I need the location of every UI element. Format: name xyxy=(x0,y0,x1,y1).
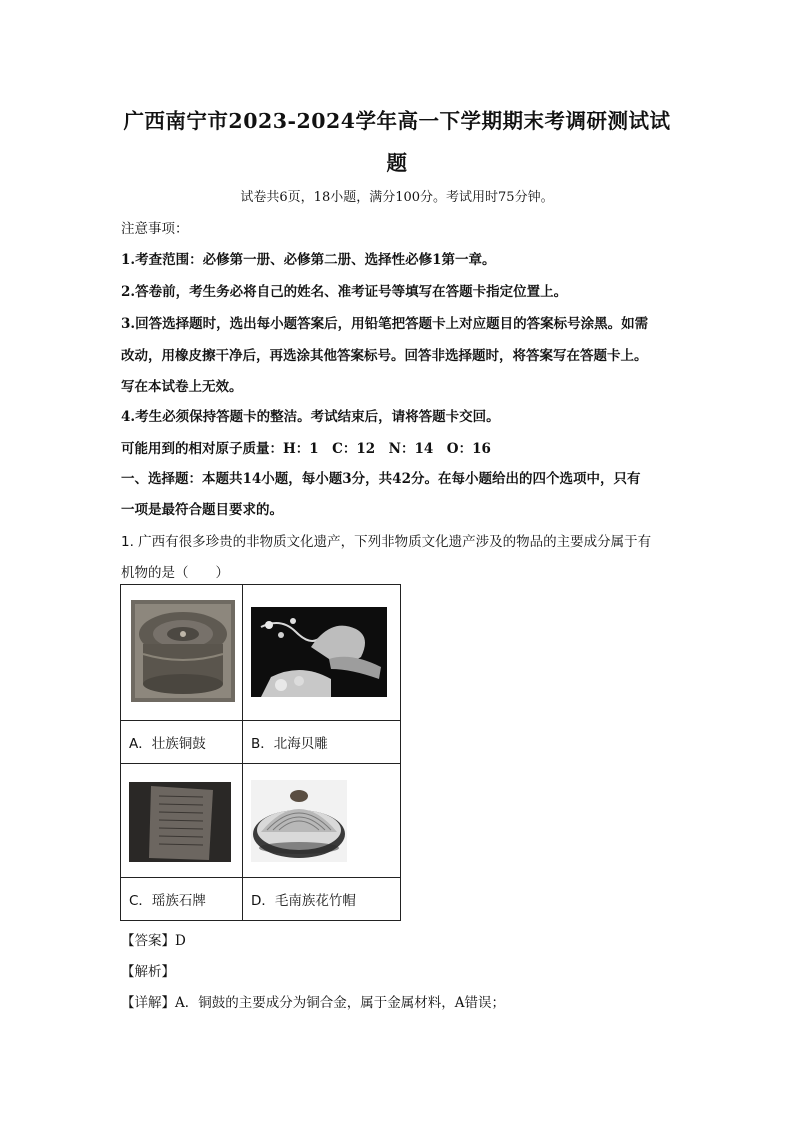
option-b-label: B．北海贝雕 xyxy=(243,721,401,764)
analysis-heading: 【解析】 xyxy=(121,964,175,980)
option-a-label: A．壮族铜鼓 xyxy=(121,721,243,764)
question-1-cont: 机物的是（ ） xyxy=(121,565,229,581)
atomic-masses: 可能用到的相对原子质量：H：1 C：12 N：14 O：16 xyxy=(121,441,491,457)
shell-carving-image xyxy=(251,607,387,697)
section1-instruction: 一、选择题：本题共14小题，每小题3分，共42分。在每小题给出的四个选项中，只有 xyxy=(121,471,641,487)
exam-info: 试卷共6页，18小题，满分100分。考试用时75分钟。 xyxy=(240,190,554,205)
question-1: 1. 广西有很多珍贵的非物质文化遗产，下列非物质文化遗产涉及的物品的主要成分属于有 xyxy=(121,534,652,550)
answer-line: 【答案】D xyxy=(121,933,186,949)
notice-3-end: 写在本试卷上无效。 xyxy=(121,379,243,395)
option-c-label: C．瑶族石牌 xyxy=(121,878,243,921)
bronze-drum-image xyxy=(131,600,235,702)
stone-tablet-image xyxy=(129,782,231,862)
notice-2: 2.答卷前，考生务必将自己的姓名、准考证号等填写在答题卡指定位置上。 xyxy=(121,284,568,300)
exam-title-line2: 题 xyxy=(386,151,408,175)
notice-4: 4.考生必须保持答题卡的整洁。考试结束后，请将答题卡交回。 xyxy=(121,409,500,425)
notice-3-cont: 改动，用橡皮擦干净后，再选涂其他答案标号。回答非选择题时，将答案写在答题卡上。 xyxy=(121,348,648,364)
detail-line: 【详解】A．铜鼓的主要成分为铜合金，属于金属材料，A错误； xyxy=(121,995,505,1011)
notice-1: 1.考查范围：必修第一册、必修第二册、选择性必修1第一章。 xyxy=(121,252,496,268)
option-d-image-cell xyxy=(243,764,401,878)
option-d-label: D．毛南族花竹帽 xyxy=(243,878,401,921)
bamboo-hat-image xyxy=(251,780,347,862)
section1-instruction-cont: 一项是最符合题目要求的。 xyxy=(121,502,283,518)
option-c-image-cell xyxy=(121,764,243,878)
option-b-image-cell xyxy=(243,585,401,721)
notice-3: 3.回答选择题时，选出每小题答案后，用铅笔把答题卡上对应题目的答案标号涂黑。如需 xyxy=(121,316,649,332)
option-a-image-cell xyxy=(121,585,243,721)
options-table xyxy=(120,584,401,921)
exam-title-line1: 广西南宁市2023-2024学年高一下学期期末考调研测试试 xyxy=(123,109,671,133)
notice-heading: 注意事项： xyxy=(121,221,189,237)
